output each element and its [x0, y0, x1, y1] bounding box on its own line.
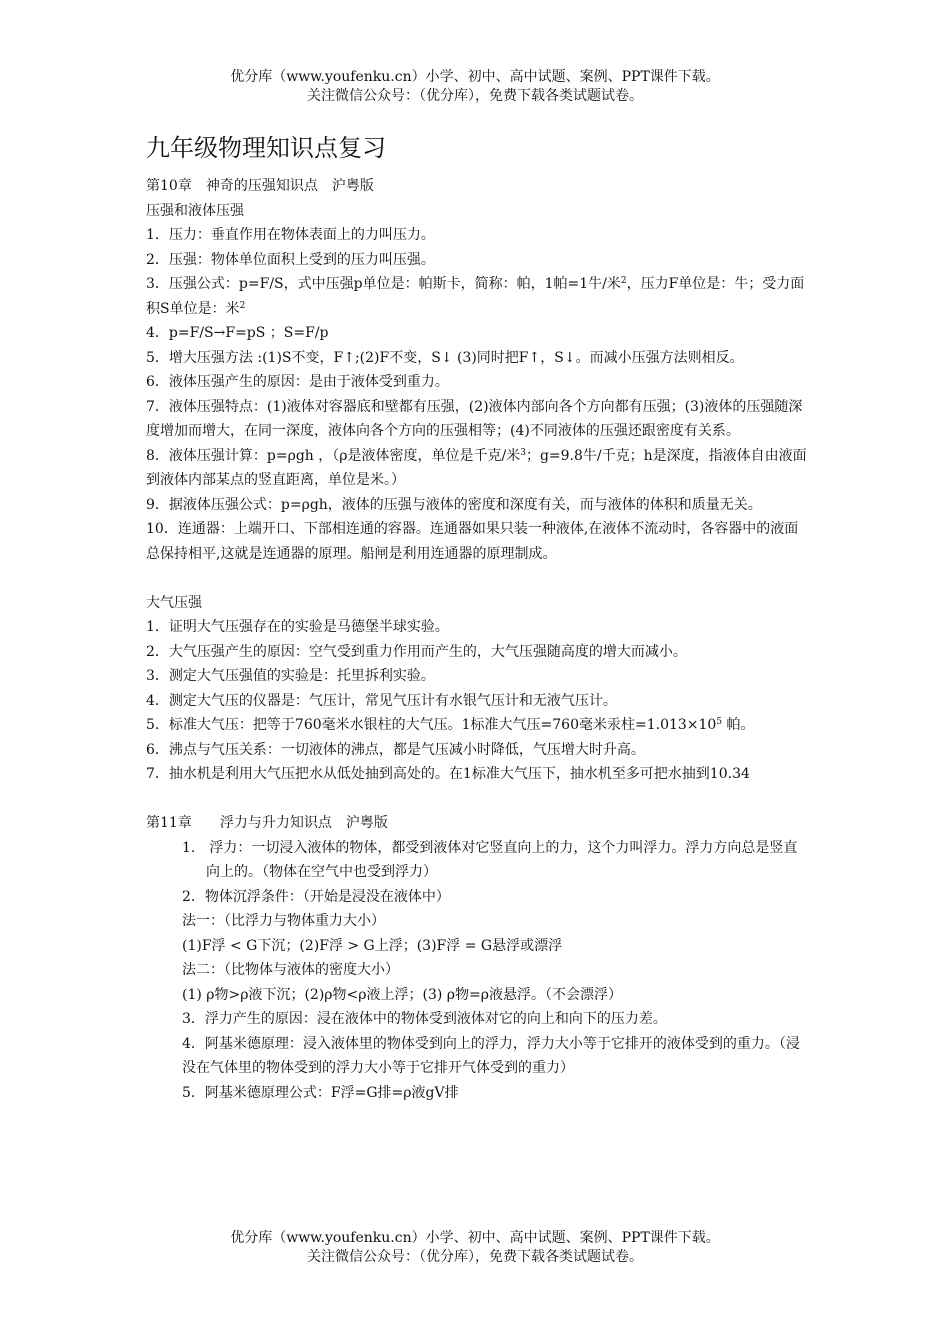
- paragraph: 6．沸点与气压关系：一切液体的沸点，都是气压减小时降低，气压增大时升高。: [146, 741, 645, 758]
- list-item: 2．物体沉浮条件：（开始是浸没在液体中）: [182, 888, 450, 905]
- spacer: [146, 566, 810, 591]
- list-item: 3．浮力产生的原因：浸在液体中的物体受到液体对它的向上和向下的压力差。: [182, 1011, 667, 1027]
- section-pressure-heading: 压强和液体压强: [146, 202, 244, 219]
- list-item: 法二：（比物体与液体的密度大小）: [182, 962, 399, 978]
- header-line-1: 优分库（www.youfenku.cn）小学、初中、高中试题、案例、PPT课件下载。: [230, 69, 720, 85]
- paragraph: [146, 444, 810, 493]
- buoyancy-list: [146, 836, 810, 1106]
- chapter-10-heading: 第10章 神奇的压强知识点 沪粤版: [146, 178, 374, 194]
- text-run: 5．标准大气压：把等于760毫米水银柱的大气压。1标准大气压=760毫米汞柱=1.013×10: [146, 717, 717, 733]
- superscript: 5: [716, 717, 723, 727]
- paragraph: 10．连通器：上端开口、下部相连通的容器。连通器如果只装一种液体,在液体不流动时，各容器中的液面总保持相平,这就是连通器的原理。船闸是利用连通器的原理制成。: [146, 521, 799, 562]
- list-item: (1)F浮 < G下沉；(2)F浮 > G上浮；(3)F浮 = G悬浮或漂浮: [182, 937, 563, 954]
- section-atmosphere-heading: 大气压强: [146, 594, 202, 611]
- superscript: 2: [239, 300, 246, 311]
- list-item: 法一：（比浮力与物体重力大小）: [182, 913, 385, 929]
- paragraph: 1．压力：垂直作用在物体表面上的力叫压力。: [146, 227, 435, 243]
- page-header: [0, 68, 950, 106]
- paragraph: [146, 713, 810, 738]
- paragraph: 5．增大压强方法 :(1)S不变，F↑;(2)F不变，S↓ (3)同时把F↑，S↓。而减小压强方法则相反。: [146, 349, 744, 366]
- list-item: 4．阿基米德原理：浸入液体里的物体受到向上的浮力，浮力大小等于它排开的液体受到的重力。（浸没在气体里的物体受到的浮力大小等于它排开气体受到的重力）: [182, 1035, 800, 1076]
- text-run: ，压力F单位是：牛；受力面积S单位是：米: [146, 276, 805, 317]
- list-item: 1. 浮力：一切浸入液体的物体，都受到液体对它竖直向上的力，这个力叫浮力。浮力方向总是竖直向上的。（物体在空气中也受到浮力）: [182, 839, 798, 880]
- paragraph: 4．测定大气压的仪器是：气压计，常见气压计有水银气压计和无液气压计。: [146, 692, 617, 709]
- paragraph: 7．抽水机是利用大气压把水从低处抽到高处的。在1标准大气压下，抽水机至多可把水抽到10.34: [146, 766, 750, 782]
- text-run: 帕。: [722, 717, 755, 733]
- superscript: 3: [520, 447, 526, 458]
- document-title: 九年级物理知识点复习: [146, 134, 386, 162]
- chapter-11-heading: 第11章 浮力与升力知识点 沪粤版: [146, 815, 388, 831]
- paragraph: 7．液体压强特点：(1)液体对容器底和壁都有压强，(2)液体内部向各个方向都有压强；(3)液体的压强随深度增加而增大，在同一深度，液体向各个方向的压强相等；(4)不同液体的压强还跟密度有关系。: [146, 398, 803, 439]
- spacer: [146, 787, 810, 812]
- paragraph: [146, 272, 810, 321]
- paragraph: 3．测定大气压强值的实验是：托里拆利实验。: [146, 668, 435, 684]
- list-item: (1) ρ物>ρ液下沉；(2)ρ物<ρ液上浮；(3) ρ物=ρ液悬浮。（不会漂浮）: [182, 986, 622, 1003]
- superscript: 2: [620, 276, 627, 286]
- document-body: [146, 130, 810, 1105]
- footer-line-1: 优分库（www.youfenku.cn）小学、初中、高中试题、案例、PPT课件下载。: [230, 1230, 720, 1246]
- page-footer: [0, 1229, 950, 1267]
- paragraph: 9．据液体压强公式：p=ρgh，液体的压强与液体的密度和深度有关，而与液体的体积和质量无关。: [146, 496, 762, 513]
- text-run: 8．液体压强计算：p=ρgh ，（ρ是液体密度，单位是千克/米: [146, 447, 521, 464]
- paragraph: 2．压强：物体单位面积上受到的压力叫压强。: [146, 251, 435, 268]
- paragraph: 2．大气压强产生的原因：空气受到重力作用而产生的，大气压强随高度的增大而减小。: [146, 643, 687, 660]
- list-item: 5．阿基米德原理公式：F浮=G排=ρ液gV排: [182, 1084, 459, 1101]
- header-line-2: 关注微信公众号：（优分库），免费下载各类试题试卷。: [307, 88, 643, 104]
- paragraph: 1．证明大气压强存在的实验是马德堡半球实验。: [146, 619, 449, 635]
- footer-line-2: 关注微信公众号：（优分库），免费下载各类试题试卷。: [307, 1249, 643, 1265]
- paragraph: 6．液体压强产生的原因：是由于液体受到重力。: [146, 374, 449, 390]
- text-run: ；g=9.8牛/千克；h是深度，指液体自由液面到液体内部某点的竖直距离，单位是米。）: [146, 447, 807, 488]
- paragraph: 4．p=F/S→F=pS ；S=F/p: [146, 325, 329, 341]
- text-run: 3．压强公式：p=F/S，式中压强p单位是：帕斯卡，简称：帕，1帕=1牛/米: [146, 276, 621, 292]
